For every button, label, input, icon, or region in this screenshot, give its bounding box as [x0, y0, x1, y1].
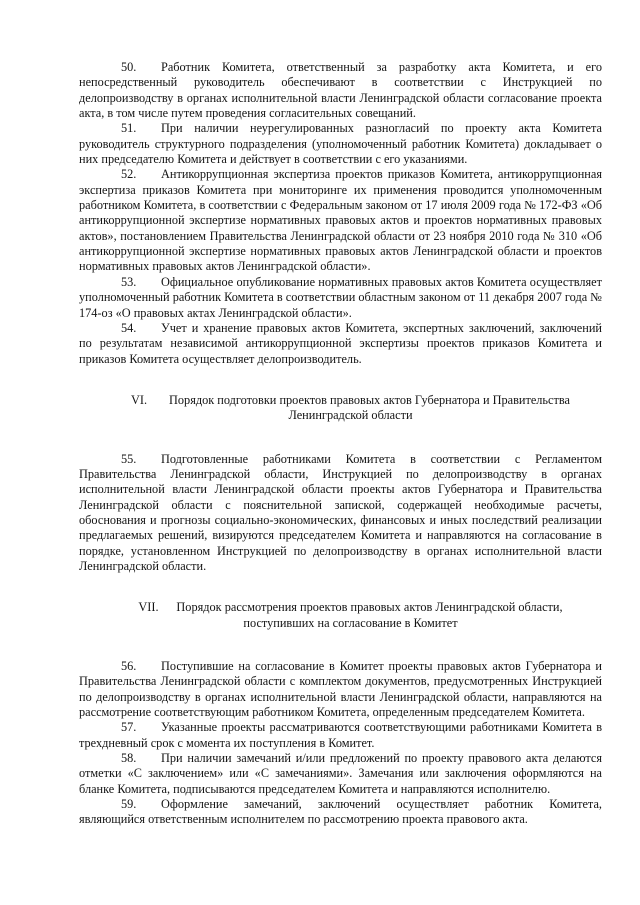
paragraph-number: 57. [121, 720, 137, 735]
paragraph-number: 58. [121, 751, 137, 766]
paragraph-number: 53. [121, 274, 137, 289]
section-heading-vii [79, 600, 602, 631]
paragraph-text: Оформление замечаний, заключений осуществляет работник Комитета, являющийся ответственным исполнителем по рассмотрению проекта правового акта. [79, 797, 602, 827]
paragraph-number: 50. [121, 60, 137, 74]
section-title: Порядок рассмотрения проектов правовых актов Ленинградской области, поступивших на согласование в Комитет [176, 600, 563, 630]
paragraph-56 [79, 659, 602, 720]
paragraph-number: 52. [121, 167, 137, 182]
paragraph-59 [79, 797, 602, 828]
paragraph-55 [79, 452, 602, 575]
paragraph-number: 54. [121, 320, 137, 335]
paragraph-53 [79, 275, 602, 321]
paragraph-text: Официальное опубликование нормативных правовых актов Комитета осуществляет уполномоченный работник Комитета в соответствии областным законом от 11 декабря 2007 года № 174-оз «О правовых актах Ленинградской области». [79, 274, 602, 320]
section-heading-vi [79, 393, 602, 424]
paragraph-52 [79, 167, 602, 274]
paragraph-50 [79, 60, 602, 121]
paragraph-text: При наличии замечаний и/или предложений по проекту правового акта делаются отметки «С заключением» или «С замечаниями». Замечания или заключения оформляются на бланке Комитета, подписываются председателем Комитета и направляются исполнителю. [79, 751, 602, 796]
paragraph-number: 56. [121, 659, 137, 673]
paragraph-text: Работник Комитета, ответственный за разработку акта Комитета, и его непосредственный руководитель обеспечивают в соответствии с Инструкцией по делопроизводству в органах исполнительной власти Ленинградской области согласование проекта акта, в том числе путем проведения согласительных совещаний. [79, 60, 602, 121]
paragraph-number: 55. [121, 451, 137, 466]
section-title: Порядок подготовки проектов правовых актов Губернатора и Правительства Ленинградской области [169, 392, 570, 423]
paragraph-text: Указанные проекты рассматриваются соответствующими работниками Комитета в трехдневный срок с момента их поступления в Комитет. [79, 720, 602, 750]
paragraph-text: Учет и хранение правовых актов Комитета, экспертных заключений, заключений по результатам независимой антикоррупционной экспертизы проектов приказов Комитета и приказов Комитета осуществляет делопроизводитель. [79, 320, 602, 366]
paragraph-number: 51. [121, 121, 137, 136]
paragraph-text: Подготовленные работниками Комитета в соответствии с Регламентом Правительства Ленинградской области, Инструкцией по делопроизводству в органах исполнительной власти Ленинградской области проекты актов Губернатора и Правительства Ленинградской области с пояснительной запиской, содержащей необходимые расчеты, обоснования и прогнозы социально-экономических, финансовых и иных последствий реализации предлагаемых решений, визируются председателем Комитета и направляются на согласование в порядке, установленном Инструкцией по делопроизводству в органах исполнительной власти Ленинградской области. [79, 451, 602, 573]
paragraph-57 [79, 720, 602, 751]
paragraph-number: 59. [121, 797, 137, 812]
paragraph-58 [79, 751, 602, 797]
paragraph-text: Антикоррупционная экспертиза проектов приказов Комитета, антикоррупционная экспертиза приказов Комитета при мониторинге их применения проводится уполномоченным работником Комитета, в соответствии с Федеральным законом от 17 июля 2009 года № 172-ФЗ «Об антикоррупционной экспертизе нормативных правовых актов и проектов нормативных правовых актов», постановлением Правительства Ленинградской области от 23 ноября 2010 года № 310 «Об антикоррупционной экспертизе нормативных правовых актов Ленинградской области и проектов нормативных правовых актов Ленинградской области». [79, 167, 602, 274]
section-number: VII. [138, 600, 159, 615]
paragraph-text: При наличии неурегулированных разногласий по проекту акта Комитета руководитель структурного подразделения (уполномоченный работник Комитета) докладывает о них председателю Комитета и действует в соответствии с его указаниями. [79, 121, 602, 167]
section-number: VI. [131, 392, 148, 407]
paragraph-text: Поступившие на согласование в Комитет проекты правовых актов Губернатора и Правительства Ленинградской области с комплектом документов, предусмотренных Инструкцией по делопроизводству в органах исполнительной власти Ленинградской области, направляются на рассмотрение соответствующим работником Комитета, определенным председателем Комитета. [79, 659, 602, 720]
paragraph-54 [79, 321, 602, 367]
paragraph-51 [79, 121, 602, 167]
